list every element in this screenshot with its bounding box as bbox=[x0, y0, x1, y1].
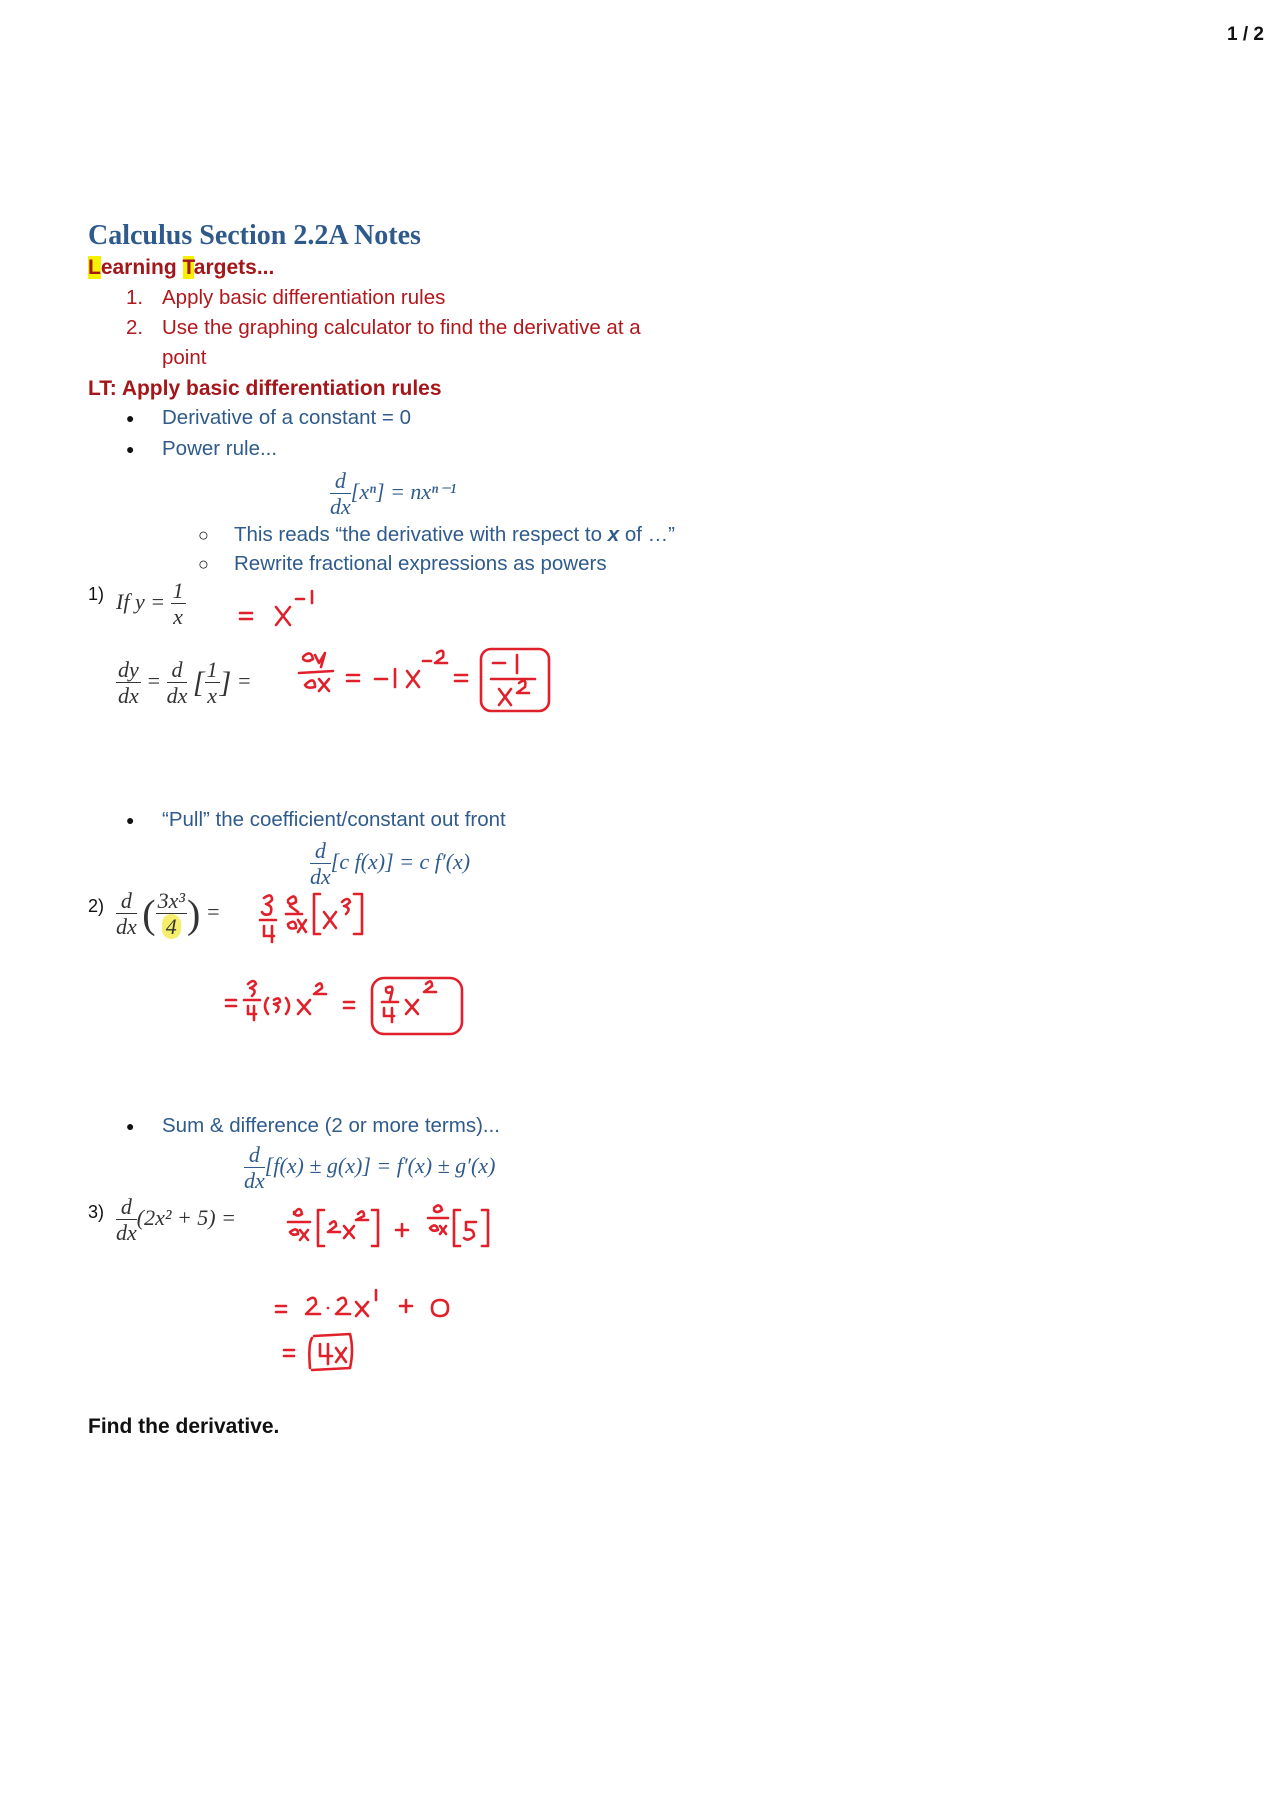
target-text: Apply basic differentiation rules bbox=[162, 286, 446, 309]
bullet-icon: ● bbox=[126, 410, 135, 426]
example-2-statement: $\frac{d}{dx}$ ( $\frac{\text{3x³}}{4}$ ) = bbox=[116, 888, 221, 940]
power-rule-expression: [xⁿ] = nxⁿ⁻¹ bbox=[350, 478, 457, 504]
dx-denominator: dx bbox=[330, 494, 351, 520]
subnote-text-end: of …” bbox=[619, 523, 675, 546]
subnote-reads bbox=[234, 523, 675, 547]
rule-coefficient: “Pull” the coefficient/constant out front bbox=[162, 808, 506, 831]
highlighted-denominator: 4 bbox=[162, 914, 181, 939]
target-1 bbox=[126, 286, 445, 310]
fraction-numerator: 3x³ bbox=[157, 888, 185, 913]
bullet-icon: ● bbox=[126, 812, 135, 828]
example-3-number: 3) bbox=[88, 1202, 105, 1222]
dx-denominator: dx bbox=[118, 683, 139, 709]
power-rule-formula bbox=[330, 468, 456, 520]
dx-denominator: dx bbox=[116, 1220, 137, 1246]
handwritten-step-3b bbox=[272, 1286, 472, 1336]
find-the-derivative-heading: Find the derivative. bbox=[88, 1415, 280, 1438]
d-numerator: d bbox=[116, 888, 137, 914]
rule-constant: Derivative of a constant = 0 bbox=[162, 406, 411, 429]
fraction-numerator: 1 bbox=[172, 578, 184, 603]
d-numerator: d bbox=[244, 1142, 265, 1168]
dx-denominator: dx bbox=[244, 1168, 265, 1194]
learning-targets-heading: Learning Targets... bbox=[88, 256, 275, 279]
bullet-icon: ● bbox=[126, 1118, 135, 1134]
example-3-expression: (2x² + 5) = bbox=[136, 1204, 236, 1230]
target-text: Use the graphing calculator to find the derivative at a bbox=[162, 316, 641, 339]
example-1-derivative-setup: $\frac{dy}{dx}$ = $\frac{d}{dx}$ [ $\frac{1}{x}$ ] = bbox=[118, 657, 252, 709]
d-numerator: d bbox=[310, 838, 331, 864]
dx-denominator: dx bbox=[116, 914, 137, 940]
dx-denominator: dx bbox=[166, 683, 188, 709]
target-2 bbox=[126, 316, 641, 340]
handwritten-derivative-result bbox=[295, 645, 555, 725]
target-number: 1. bbox=[126, 286, 144, 309]
fraction-denominator: x bbox=[173, 604, 183, 630]
d-numerator: d bbox=[167, 657, 188, 683]
rule-power: Power rule... bbox=[162, 437, 278, 460]
circle-bullet-icon: ○ bbox=[198, 525, 209, 545]
sum-rule-formula bbox=[244, 1142, 495, 1194]
handwritten-equals-x-inverse bbox=[230, 585, 270, 625]
target-number: 2. bbox=[126, 316, 144, 339]
d-numerator: d bbox=[116, 1194, 137, 1220]
d-numerator: d bbox=[330, 468, 351, 494]
fraction-denominator bbox=[156, 914, 187, 939]
equals-sign: = bbox=[205, 898, 221, 924]
example-2-number: 2) bbox=[88, 896, 105, 916]
sum-rule-expression: [f(x) ± g(x)] = f′(x) ± g′(x) bbox=[264, 1152, 496, 1178]
rule-sum-difference: Sum & difference (2 or more terms)... bbox=[162, 1114, 500, 1137]
subnote-rewrite: Rewrite fractional expressions as powers bbox=[234, 552, 607, 575]
highlight-t: T bbox=[182, 256, 194, 279]
example-1-lhs: If y = bbox=[116, 588, 166, 614]
example-1-number: 1) bbox=[88, 584, 105, 604]
coefficient-rule-expression: [c f(x)] = c f′(x) bbox=[330, 848, 471, 874]
dx-denominator: dx bbox=[310, 864, 331, 890]
highlight-l: L bbox=[88, 256, 101, 279]
example-1-statement bbox=[116, 578, 186, 630]
fraction-denominator: x bbox=[207, 683, 217, 709]
equals-sign: = bbox=[146, 667, 162, 693]
coefficient-rule-formula bbox=[310, 838, 470, 890]
lt-section-heading: LT: Apply basic differentiation rules bbox=[88, 377, 442, 400]
handwritten-x-power-neg1 bbox=[270, 585, 330, 635]
handwritten-step-1 bbox=[258, 890, 428, 950]
equals-sign: = bbox=[236, 667, 252, 693]
dy-numerator: dy bbox=[118, 657, 139, 682]
subnote-text: This reads “the derivative with respect to bbox=[234, 523, 608, 546]
handwritten-step-3a bbox=[284, 1200, 524, 1260]
page-indicator: 1 / 2 bbox=[1227, 24, 1264, 45]
bullet-icon: ● bbox=[126, 441, 135, 457]
circle-bullet-icon: ○ bbox=[198, 554, 209, 574]
target-2-continued: point bbox=[162, 346, 207, 369]
example-3-statement bbox=[116, 1194, 236, 1246]
handwritten-step-2-result bbox=[222, 970, 482, 1040]
page-title: Calculus Section 2.2A Notes bbox=[88, 220, 421, 251]
fraction-numerator: 1 bbox=[206, 657, 218, 682]
subnote-variable: x bbox=[607, 523, 620, 546]
handwritten-final-answer bbox=[278, 1330, 398, 1380]
